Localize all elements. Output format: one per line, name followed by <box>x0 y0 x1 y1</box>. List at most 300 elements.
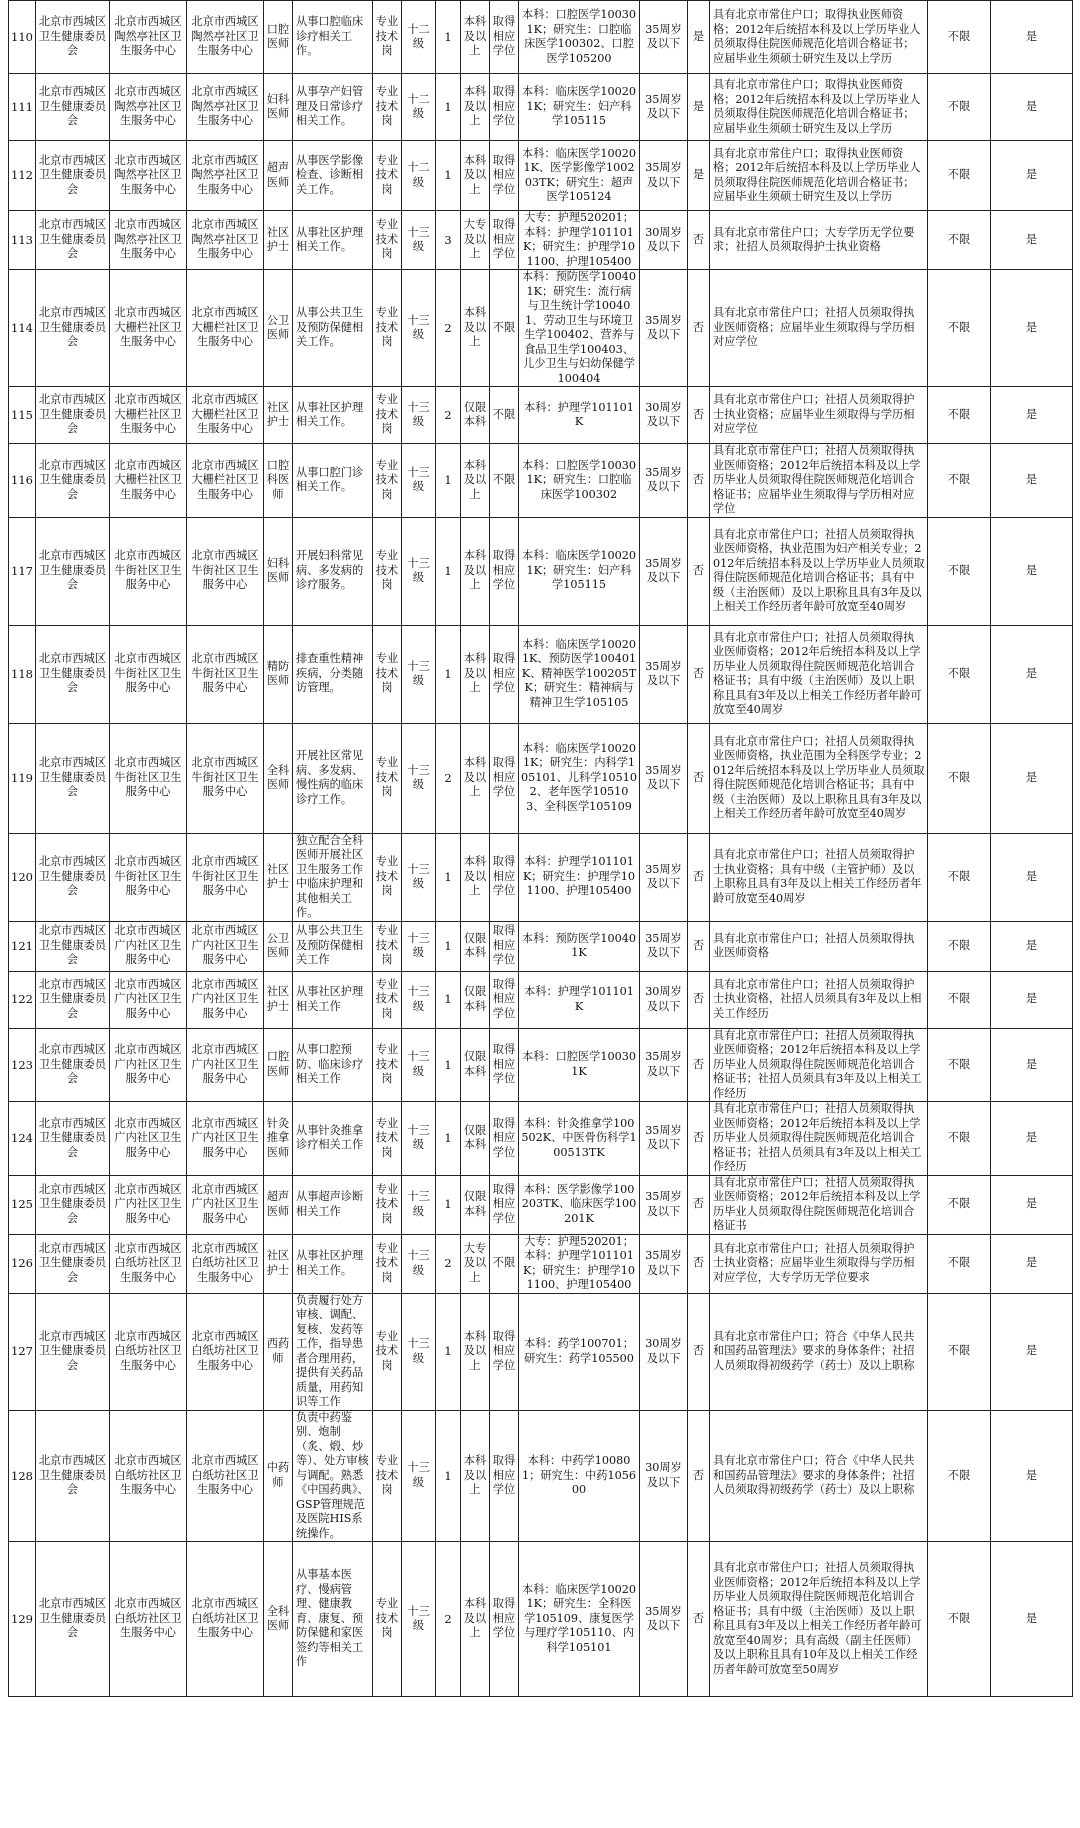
cell-age: 35周岁及以下 <box>640 1 688 74</box>
cell-position-category: 专业技术岗 <box>373 833 402 921</box>
cell-political-status: 不限 <box>928 723 991 833</box>
cell-major: 本科：预防医学100401K；研究生：流行病与卫生统计学100401、劳动卫生与环境卫生学100402、营养与食品卫生学100403、儿少卫生与妇幼保健学100404 <box>519 270 640 387</box>
cell-headcount: 3 <box>436 211 461 270</box>
cell-headcount: 1 <box>436 1028 461 1102</box>
cell-position-level: 十三级 <box>402 1542 436 1697</box>
cell-political-status: 不限 <box>928 74 991 141</box>
cell-degree: 取得相应学位 <box>490 211 519 270</box>
cell-position-duty: 从事基本医疗、慢病管理、健康教育、康复、预防保健和家医签约等相关工作 <box>293 1542 373 1697</box>
cell-age: 35周岁及以下 <box>640 625 688 723</box>
cell-position-category: 专业技术岗 <box>373 270 402 387</box>
cell-education: 本科及以上 <box>461 833 490 921</box>
cell-exam-required: 是 <box>991 971 1073 1028</box>
cell-headcount: 2 <box>436 723 461 833</box>
cell-fresh-graduate: 是 <box>688 141 710 211</box>
cell-position-category: 专业技术岗 <box>373 1 402 74</box>
cell-political-status: 不限 <box>928 921 991 971</box>
cell-position-category: 专业技术岗 <box>373 1234 402 1293</box>
cell-position-level: 十三级 <box>402 517 436 625</box>
cell-position-name: 精防医师 <box>264 625 293 723</box>
cell-other-requirements: 具有北京市常住户口；符合《中华人民共和国药品管理法》要求的身体条件；社招人员须取得初级药学（药士）及以上职称 <box>710 1293 928 1410</box>
cell-exam-required: 是 <box>991 211 1073 270</box>
cell-education: 本科及以上 <box>461 141 490 211</box>
cell-position-name: 社区护士 <box>264 971 293 1028</box>
cell-major: 本科：临床医学100201K；研究生：内科学105101、儿科学105102、老年医学105103、全科医学105109 <box>519 723 640 833</box>
cell-department: 北京市西城区卫生健康委员会 <box>36 444 110 518</box>
cell-exam-required: 是 <box>991 1 1073 74</box>
cell-department: 北京市西城区卫生健康委员会 <box>36 723 110 833</box>
cell-position-level: 十二级 <box>402 74 436 141</box>
cell-degree: 取得相应学位 <box>490 625 519 723</box>
cell-major: 本科：临床医学100201K；研究生：全科医学105109、康复医学与理疗学105110、内科学105101 <box>519 1542 640 1697</box>
cell-education: 本科及以上 <box>461 444 490 518</box>
table-row <box>9 625 1073 723</box>
cell-political-status: 不限 <box>928 1234 991 1293</box>
cell-position-level: 十三级 <box>402 1028 436 1102</box>
cell-position-name: 社区护士 <box>264 387 293 444</box>
cell-position-duty: 负责中药鉴别、炮制（炙、煅、炒等）、处方审核与调配。熟悉《中国药典》、GSP管理规范及医院HIS系统操作。 <box>293 1410 373 1542</box>
table-row <box>9 971 1073 1028</box>
cell-position-duty: 从事医学影像检查、诊断相关工作。 <box>293 141 373 211</box>
cell-hiring-unit: 北京市西城区大栅栏社区卫生服务中心 <box>110 444 187 518</box>
cell-age: 35周岁及以下 <box>640 141 688 211</box>
cell-education: 本科及以上 <box>461 1410 490 1542</box>
cell-post-number: 125 <box>9 1175 36 1234</box>
cell-headcount: 1 <box>436 921 461 971</box>
cell-hiring-unit: 北京市西城区白纸坊社区卫生服务中心 <box>110 1234 187 1293</box>
cell-position-duty: 开展妇科常见病、多发病的诊疗服务。 <box>293 517 373 625</box>
cell-education: 本科及以上 <box>461 1 490 74</box>
cell-position-level: 十三级 <box>402 625 436 723</box>
cell-position-category: 专业技术岗 <box>373 723 402 833</box>
cell-fresh-graduate: 否 <box>688 517 710 625</box>
cell-position-duty: 排查重性精神疾病，分类随访管理。 <box>293 625 373 723</box>
cell-position-name: 超声医师 <box>264 141 293 211</box>
cell-age: 30周岁及以下 <box>640 387 688 444</box>
cell-position-level: 十三级 <box>402 270 436 387</box>
cell-position-category: 专业技术岗 <box>373 1542 402 1697</box>
cell-headcount: 2 <box>436 1234 461 1293</box>
cell-education: 大专及以上 <box>461 1234 490 1293</box>
cell-hiring-unit: 北京市西城区广内社区卫生服务中心 <box>110 921 187 971</box>
cell-position-category: 专业技术岗 <box>373 971 402 1028</box>
cell-major: 本科：针灸推拿学100502K、中医骨伤科学100513TK <box>519 1102 640 1176</box>
cell-age: 30周岁及以下 <box>640 1293 688 1410</box>
cell-other-requirements: 具有北京市常住户口；社招人员须取得护士执业资格，社招人员须具有3年及以上相关工作经历 <box>710 971 928 1028</box>
cell-position-duty: 从事社区护理相关工作。 <box>293 211 373 270</box>
cell-position-name: 全科医师 <box>264 1542 293 1697</box>
cell-education: 仅限本科 <box>461 1175 490 1234</box>
cell-education: 本科及以上 <box>461 74 490 141</box>
cell-fresh-graduate: 否 <box>688 270 710 387</box>
cell-workplace: 北京市西城区陶然亭社区卫生服务中心 <box>187 74 264 141</box>
cell-education: 本科及以上 <box>461 270 490 387</box>
cell-major: 本科：临床医学100201K、预防医学100401K、精神医学100205TK；研究生：精神病与精神卫生学105105 <box>519 625 640 723</box>
cell-position-category: 专业技术岗 <box>373 1293 402 1410</box>
cell-hiring-unit: 北京市西城区牛街社区卫生服务中心 <box>110 723 187 833</box>
cell-position-category: 专业技术岗 <box>373 517 402 625</box>
cell-position-level: 十三级 <box>402 444 436 518</box>
cell-fresh-graduate: 否 <box>688 1102 710 1176</box>
cell-hiring-unit: 北京市西城区广内社区卫生服务中心 <box>110 1175 187 1234</box>
cell-position-duty: 从事口腔门诊相关工作。 <box>293 444 373 518</box>
job-table <box>8 0 1073 1697</box>
cell-post-number: 127 <box>9 1293 36 1410</box>
cell-department: 北京市西城区卫生健康委员会 <box>36 1234 110 1293</box>
table-row <box>9 517 1073 625</box>
cell-department: 北京市西城区卫生健康委员会 <box>36 141 110 211</box>
cell-major: 本科：临床医学100201K；研究生：妇产科学105115 <box>519 74 640 141</box>
cell-post-number: 118 <box>9 625 36 723</box>
cell-degree: 取得相应学位 <box>490 1 519 74</box>
cell-degree: 取得相应学位 <box>490 1175 519 1234</box>
cell-degree: 取得相应学位 <box>490 141 519 211</box>
cell-political-status: 不限 <box>928 833 991 921</box>
cell-age: 35周岁及以下 <box>640 1542 688 1697</box>
cell-headcount: 1 <box>436 1175 461 1234</box>
cell-education: 大专及以上 <box>461 211 490 270</box>
cell-position-category: 专业技术岗 <box>373 1102 402 1176</box>
cell-exam-required: 是 <box>991 387 1073 444</box>
cell-headcount: 1 <box>436 1102 461 1176</box>
cell-other-requirements: 具有北京市常住户口；大专学历无学位要求；社招人员须取得护士执业资格 <box>710 211 928 270</box>
cell-major: 本科：医学影像学100203TK、临床医学100201K <box>519 1175 640 1234</box>
cell-headcount: 1 <box>436 833 461 921</box>
cell-position-category: 专业技术岗 <box>373 1410 402 1542</box>
cell-workplace: 北京市西城区广内社区卫生服务中心 <box>187 971 264 1028</box>
cell-post-number: 116 <box>9 444 36 518</box>
cell-degree: 不限 <box>490 387 519 444</box>
cell-degree: 不限 <box>490 1234 519 1293</box>
cell-headcount: 2 <box>436 1542 461 1697</box>
cell-position-category: 专业技术岗 <box>373 444 402 518</box>
cell-age: 30周岁及以下 <box>640 1410 688 1542</box>
cell-workplace: 北京市西城区广内社区卫生服务中心 <box>187 1028 264 1102</box>
cell-political-status: 不限 <box>928 444 991 518</box>
cell-political-status: 不限 <box>928 971 991 1028</box>
cell-department: 北京市西城区卫生健康委员会 <box>36 1410 110 1542</box>
cell-post-number: 112 <box>9 141 36 211</box>
cell-fresh-graduate: 否 <box>688 1410 710 1542</box>
cell-degree: 取得相应学位 <box>490 1542 519 1697</box>
cell-degree: 取得相应学位 <box>490 723 519 833</box>
cell-education: 本科及以上 <box>461 723 490 833</box>
cell-other-requirements: 具有北京市常住户口；社招人员须取得执业医师资格；2012年后统招本科及以上学历毕业人员须取得住院医师规范化培训合格证书；具有中级（主治医师）及以上职称且具有3年及以上相关工作经历者年龄可放宽至40周岁 <box>710 625 928 723</box>
cell-political-status: 不限 <box>928 270 991 387</box>
cell-post-number: 122 <box>9 971 36 1028</box>
cell-position-level: 十二级 <box>402 1 436 74</box>
cell-major: 本科：口腔医学100301K；研究生：口腔临床医学100302、口腔医学105200 <box>519 1 640 74</box>
cell-fresh-graduate: 否 <box>688 1234 710 1293</box>
table-row <box>9 833 1073 921</box>
cell-age: 35周岁及以下 <box>640 921 688 971</box>
cell-workplace: 北京市西城区白纸坊社区卫生服务中心 <box>187 1234 264 1293</box>
cell-education: 仅限本科 <box>461 921 490 971</box>
cell-workplace: 北京市西城区陶然亭社区卫生服务中心 <box>187 141 264 211</box>
table-row <box>9 1028 1073 1102</box>
cell-department: 北京市西城区卫生健康委员会 <box>36 387 110 444</box>
cell-workplace: 北京市西城区白纸坊社区卫生服务中心 <box>187 1542 264 1697</box>
cell-hiring-unit: 北京市西城区牛街社区卫生服务中心 <box>110 833 187 921</box>
cell-degree: 不限 <box>490 444 519 518</box>
cell-department: 北京市西城区卫生健康委员会 <box>36 1 110 74</box>
cell-degree: 取得相应学位 <box>490 517 519 625</box>
cell-workplace: 北京市西城区牛街社区卫生服务中心 <box>187 625 264 723</box>
cell-post-number: 123 <box>9 1028 36 1102</box>
cell-department: 北京市西城区卫生健康委员会 <box>36 517 110 625</box>
cell-hiring-unit: 北京市西城区白纸坊社区卫生服务中心 <box>110 1410 187 1542</box>
cell-position-duty: 从事社区护理相关工作。 <box>293 1234 373 1293</box>
cell-post-number: 119 <box>9 723 36 833</box>
cell-age: 35周岁及以下 <box>640 270 688 387</box>
cell-fresh-graduate: 否 <box>688 625 710 723</box>
cell-headcount: 2 <box>436 387 461 444</box>
cell-exam-required: 是 <box>991 1234 1073 1293</box>
cell-exam-required: 是 <box>991 833 1073 921</box>
cell-hiring-unit: 北京市西城区大栅栏社区卫生服务中心 <box>110 270 187 387</box>
cell-position-level: 十三级 <box>402 1293 436 1410</box>
cell-other-requirements: 具有北京市常住户口；社招人员须取得执业医师资格；2012年后统招本科及以上学历毕业人员须取得住院医师规范化培训合格证书；具有中级（主治医师）及以上职称且具有3年及以上相关工作经历者年龄可放宽至40周岁；具有高级（副主任医师）及以上职称且具有10年及以上相关工作经历者年龄可放宽至50周岁 <box>710 1542 928 1697</box>
cell-workplace: 北京市西城区白纸坊社区卫生服务中心 <box>187 1293 264 1410</box>
table-row <box>9 444 1073 518</box>
cell-hiring-unit: 北京市西城区牛街社区卫生服务中心 <box>110 517 187 625</box>
cell-exam-required: 是 <box>991 1028 1073 1102</box>
cell-political-status: 不限 <box>928 1102 991 1176</box>
cell-position-level: 十三级 <box>402 833 436 921</box>
cell-post-number: 120 <box>9 833 36 921</box>
table-row <box>9 270 1073 387</box>
cell-fresh-graduate: 否 <box>688 921 710 971</box>
cell-degree: 取得相应学位 <box>490 74 519 141</box>
cell-fresh-graduate: 否 <box>688 833 710 921</box>
cell-hiring-unit: 北京市西城区白纸坊社区卫生服务中心 <box>110 1293 187 1410</box>
cell-education: 本科及以上 <box>461 1293 490 1410</box>
cell-position-duty: 开展社区常见病、多发病、慢性病的临床诊疗工作。 <box>293 723 373 833</box>
cell-education: 仅限本科 <box>461 971 490 1028</box>
cell-post-number: 124 <box>9 1102 36 1176</box>
cell-other-requirements: 具有北京市常住户口；取得执业医师资格；2012年后统招本科及以上学历毕业人员须取得住院医师规范化培训合格证书；应届毕业生须硕士研究生及以上学历 <box>710 1 928 74</box>
cell-fresh-graduate: 否 <box>688 444 710 518</box>
cell-major: 本科：预防医学100401K <box>519 921 640 971</box>
cell-position-duty: 从事针灸推拿诊疗相关工作 <box>293 1102 373 1176</box>
cell-headcount: 1 <box>436 74 461 141</box>
cell-exam-required: 是 <box>991 1542 1073 1697</box>
cell-other-requirements: 具有北京市常住户口；社招人员须取得护士执业资格；应届毕业生须取得与学历相对应学位 <box>710 387 928 444</box>
cell-position-name: 口腔医师 <box>264 1 293 74</box>
cell-workplace: 北京市西城区广内社区卫生服务中心 <box>187 1175 264 1234</box>
cell-exam-required: 是 <box>991 1102 1073 1176</box>
table-row <box>9 1175 1073 1234</box>
cell-position-level: 十二级 <box>402 141 436 211</box>
cell-post-number: 126 <box>9 1234 36 1293</box>
cell-position-level: 十三级 <box>402 723 436 833</box>
cell-other-requirements: 具有北京市常住户口；社招人员须取得执业医师资格；2012年后统招本科及以上学历毕业人员须取得住院医师规范化培训合格证书；社招人员须具有3年及以上相关工作经历 <box>710 1102 928 1176</box>
cell-department: 北京市西城区卫生健康委员会 <box>36 921 110 971</box>
cell-degree: 取得相应学位 <box>490 921 519 971</box>
cell-position-category: 专业技术岗 <box>373 921 402 971</box>
cell-workplace: 北京市西城区大栅栏社区卫生服务中心 <box>187 387 264 444</box>
cell-age: 35周岁及以下 <box>640 833 688 921</box>
cell-hiring-unit: 北京市西城区大栅栏社区卫生服务中心 <box>110 387 187 444</box>
cell-position-level: 十三级 <box>402 1175 436 1234</box>
cell-major: 本科：口腔医学100301K <box>519 1028 640 1102</box>
cell-workplace: 北京市西城区牛街社区卫生服务中心 <box>187 517 264 625</box>
cell-age: 35周岁及以下 <box>640 1102 688 1176</box>
table-row <box>9 387 1073 444</box>
cell-fresh-graduate: 否 <box>688 387 710 444</box>
table-row <box>9 141 1073 211</box>
cell-department: 北京市西城区卫生健康委员会 <box>36 833 110 921</box>
cell-department: 北京市西城区卫生健康委员会 <box>36 270 110 387</box>
cell-exam-required: 是 <box>991 1410 1073 1542</box>
table-row <box>9 921 1073 971</box>
cell-other-requirements: 具有北京市常住户口；社招人员须取得执业医师资格，执业范围为全科医学专业；2012年后统招本科及以上学历毕业人员须取得住院医师规范化培训合格证书；具有中级（主治医师）及以上职称且具有3年及以上相关工作经历者年龄可放宽至40周岁 <box>710 723 928 833</box>
table-row <box>9 1102 1073 1176</box>
cell-position-level: 十三级 <box>402 211 436 270</box>
cell-headcount: 1 <box>436 1 461 74</box>
cell-workplace: 北京市西城区陶然亭社区卫生服务中心 <box>187 1 264 74</box>
cell-department: 北京市西城区卫生健康委员会 <box>36 74 110 141</box>
cell-position-name: 公卫医师 <box>264 270 293 387</box>
cell-headcount: 1 <box>436 444 461 518</box>
cell-hiring-unit: 北京市西城区牛街社区卫生服务中心 <box>110 625 187 723</box>
cell-other-requirements: 具有北京市常住户口；社招人员须取得执业医师资格，执业范围为妇产相关专业；2012年后统招本科及以上学历毕业人员须取得住院医师规范化培训合格证书；具有中级（主治医师）及以上职称且具有3年及以上相关工作经历者年龄可放宽至40周岁 <box>710 517 928 625</box>
cell-fresh-graduate: 是 <box>688 74 710 141</box>
cell-fresh-graduate: 否 <box>688 211 710 270</box>
cell-position-name: 妇科医师 <box>264 517 293 625</box>
cell-post-number: 129 <box>9 1542 36 1697</box>
cell-age: 35周岁及以下 <box>640 1234 688 1293</box>
cell-political-status: 不限 <box>928 1410 991 1542</box>
cell-major: 本科：药学100701；研究生：药学105500 <box>519 1293 640 1410</box>
cell-position-duty: 从事口腔预防、临床诊疗相关工作 <box>293 1028 373 1102</box>
cell-education: 本科及以上 <box>461 517 490 625</box>
cell-political-status: 不限 <box>928 1542 991 1697</box>
cell-workplace: 北京市西城区广内社区卫生服务中心 <box>187 1102 264 1176</box>
table-row <box>9 1234 1073 1293</box>
cell-hiring-unit: 北京市西城区陶然亭社区卫生服务中心 <box>110 74 187 141</box>
cell-position-category: 专业技术岗 <box>373 625 402 723</box>
cell-age: 35周岁及以下 <box>640 74 688 141</box>
cell-post-number: 128 <box>9 1410 36 1542</box>
cell-workplace: 北京市西城区牛街社区卫生服务中心 <box>187 833 264 921</box>
cell-department: 北京市西城区卫生健康委员会 <box>36 1293 110 1410</box>
cell-education: 本科及以上 <box>461 1542 490 1697</box>
cell-exam-required: 是 <box>991 270 1073 387</box>
cell-post-number: 111 <box>9 74 36 141</box>
cell-political-status: 不限 <box>928 517 991 625</box>
cell-degree: 取得相应学位 <box>490 1028 519 1102</box>
cell-position-category: 专业技术岗 <box>373 387 402 444</box>
cell-post-number: 110 <box>9 1 36 74</box>
cell-exam-required: 是 <box>991 625 1073 723</box>
cell-political-status: 不限 <box>928 1293 991 1410</box>
table-row <box>9 1293 1073 1410</box>
cell-position-duty: 独立配合全科医师开展社区卫生服务工作中临床护理和其他相关工作。 <box>293 833 373 921</box>
cell-position-name: 社区护士 <box>264 211 293 270</box>
cell-headcount: 1 <box>436 1410 461 1542</box>
cell-position-category: 专业技术岗 <box>373 1028 402 1102</box>
cell-department: 北京市西城区卫生健康委员会 <box>36 971 110 1028</box>
cell-other-requirements: 具有北京市常住户口；社招人员须取得执业医师资格；2012年后统招本科及以上学历毕业人员须取得住院医师规范化培训合格证书；应届毕业生须取得与学历相对应学位 <box>710 444 928 518</box>
cell-workplace: 北京市西城区陶然亭社区卫生服务中心 <box>187 211 264 270</box>
cell-position-name: 全科医师 <box>264 723 293 833</box>
cell-degree: 取得相应学位 <box>490 971 519 1028</box>
cell-age: 35周岁及以下 <box>640 1175 688 1234</box>
cell-position-duty: 负责履行处方审核、调配、复核、发药等工作，指导患者合理用药，提供有关药品质量，用药知识等工作 <box>293 1293 373 1410</box>
cell-position-duty: 从事公共卫生及预防保健相关工作 <box>293 921 373 971</box>
cell-fresh-graduate: 否 <box>688 1175 710 1234</box>
cell-exam-required: 是 <box>991 444 1073 518</box>
cell-fresh-graduate: 否 <box>688 971 710 1028</box>
cell-position-category: 专业技术岗 <box>373 1175 402 1234</box>
cell-major: 本科：临床医学100201K、医学影像学100203TK；研究生：超声医学105124 <box>519 141 640 211</box>
cell-degree: 取得相应学位 <box>490 833 519 921</box>
cell-position-level: 十三级 <box>402 387 436 444</box>
cell-fresh-graduate: 否 <box>688 1542 710 1697</box>
cell-post-number: 121 <box>9 921 36 971</box>
cell-headcount: 1 <box>436 971 461 1028</box>
cell-position-duty: 从事孕产妇管理及日常诊疗相关工作。 <box>293 74 373 141</box>
table-row <box>9 1410 1073 1542</box>
cell-other-requirements: 具有北京市常住户口；取得执业医师资格；2012年后统招本科及以上学历毕业人员须取得住院医师规范化培训合格证书；应届毕业生须硕士研究生及以上学历 <box>710 141 928 211</box>
cell-position-name: 西药师 <box>264 1293 293 1410</box>
cell-age: 30周岁及以下 <box>640 971 688 1028</box>
cell-workplace: 北京市西城区广内社区卫生服务中心 <box>187 921 264 971</box>
cell-major: 本科：护理学101101K <box>519 971 640 1028</box>
cell-other-requirements: 具有北京市常住户口；社招人员须取得执业医师资格 <box>710 921 928 971</box>
cell-exam-required: 是 <box>991 723 1073 833</box>
cell-workplace: 北京市西城区大栅栏社区卫生服务中心 <box>187 270 264 387</box>
cell-hiring-unit: 北京市西城区广内社区卫生服务中心 <box>110 1028 187 1102</box>
cell-position-duty: 从事公共卫生及预防保健相关工作。 <box>293 270 373 387</box>
cell-education: 仅限本科 <box>461 1102 490 1176</box>
cell-hiring-unit: 北京市西城区广内社区卫生服务中心 <box>110 971 187 1028</box>
cell-position-name: 中药师 <box>264 1410 293 1542</box>
cell-political-status: 不限 <box>928 387 991 444</box>
cell-political-status: 不限 <box>928 1175 991 1234</box>
cell-position-category: 专业技术岗 <box>373 211 402 270</box>
cell-other-requirements: 具有北京市常住户口；社招人员须取得护士执业资格；具有中级（主管护师）及以上职称且具有3年及以上相关工作经历者年龄可放宽至40周岁 <box>710 833 928 921</box>
cell-headcount: 1 <box>436 625 461 723</box>
cell-position-duty: 从事口腔临床诊疗相关工作。 <box>293 1 373 74</box>
cell-position-category: 专业技术岗 <box>373 74 402 141</box>
cell-education: 仅限本科 <box>461 387 490 444</box>
cell-department: 北京市西城区卫生健康委员会 <box>36 1175 110 1234</box>
table-row <box>9 723 1073 833</box>
table-row <box>9 74 1073 141</box>
cell-hiring-unit: 北京市西城区陶然亭社区卫生服务中心 <box>110 1 187 74</box>
cell-department: 北京市西城区卫生健康委员会 <box>36 1028 110 1102</box>
cell-department: 北京市西城区卫生健康委员会 <box>36 1102 110 1176</box>
cell-position-name: 公卫医师 <box>264 921 293 971</box>
cell-position-name: 社区护士 <box>264 1234 293 1293</box>
cell-political-status: 不限 <box>928 625 991 723</box>
cell-post-number: 114 <box>9 270 36 387</box>
cell-political-status: 不限 <box>928 1 991 74</box>
cell-headcount: 1 <box>436 1293 461 1410</box>
cell-degree: 取得相应学位 <box>490 1410 519 1542</box>
cell-other-requirements: 具有北京市常住户口；社招人员须取得执业医师资格；2012年后统招本科及以上学历毕业人员须取得住院医师规范化培训合格证书 <box>710 1175 928 1234</box>
cell-exam-required: 是 <box>991 141 1073 211</box>
cell-exam-required: 是 <box>991 517 1073 625</box>
cell-post-number: 115 <box>9 387 36 444</box>
cell-political-status: 不限 <box>928 141 991 211</box>
cell-position-name: 口腔医师 <box>264 1028 293 1102</box>
cell-age: 35周岁及以下 <box>640 444 688 518</box>
cell-fresh-graduate: 是 <box>688 1 710 74</box>
cell-workplace: 北京市西城区牛街社区卫生服务中心 <box>187 723 264 833</box>
